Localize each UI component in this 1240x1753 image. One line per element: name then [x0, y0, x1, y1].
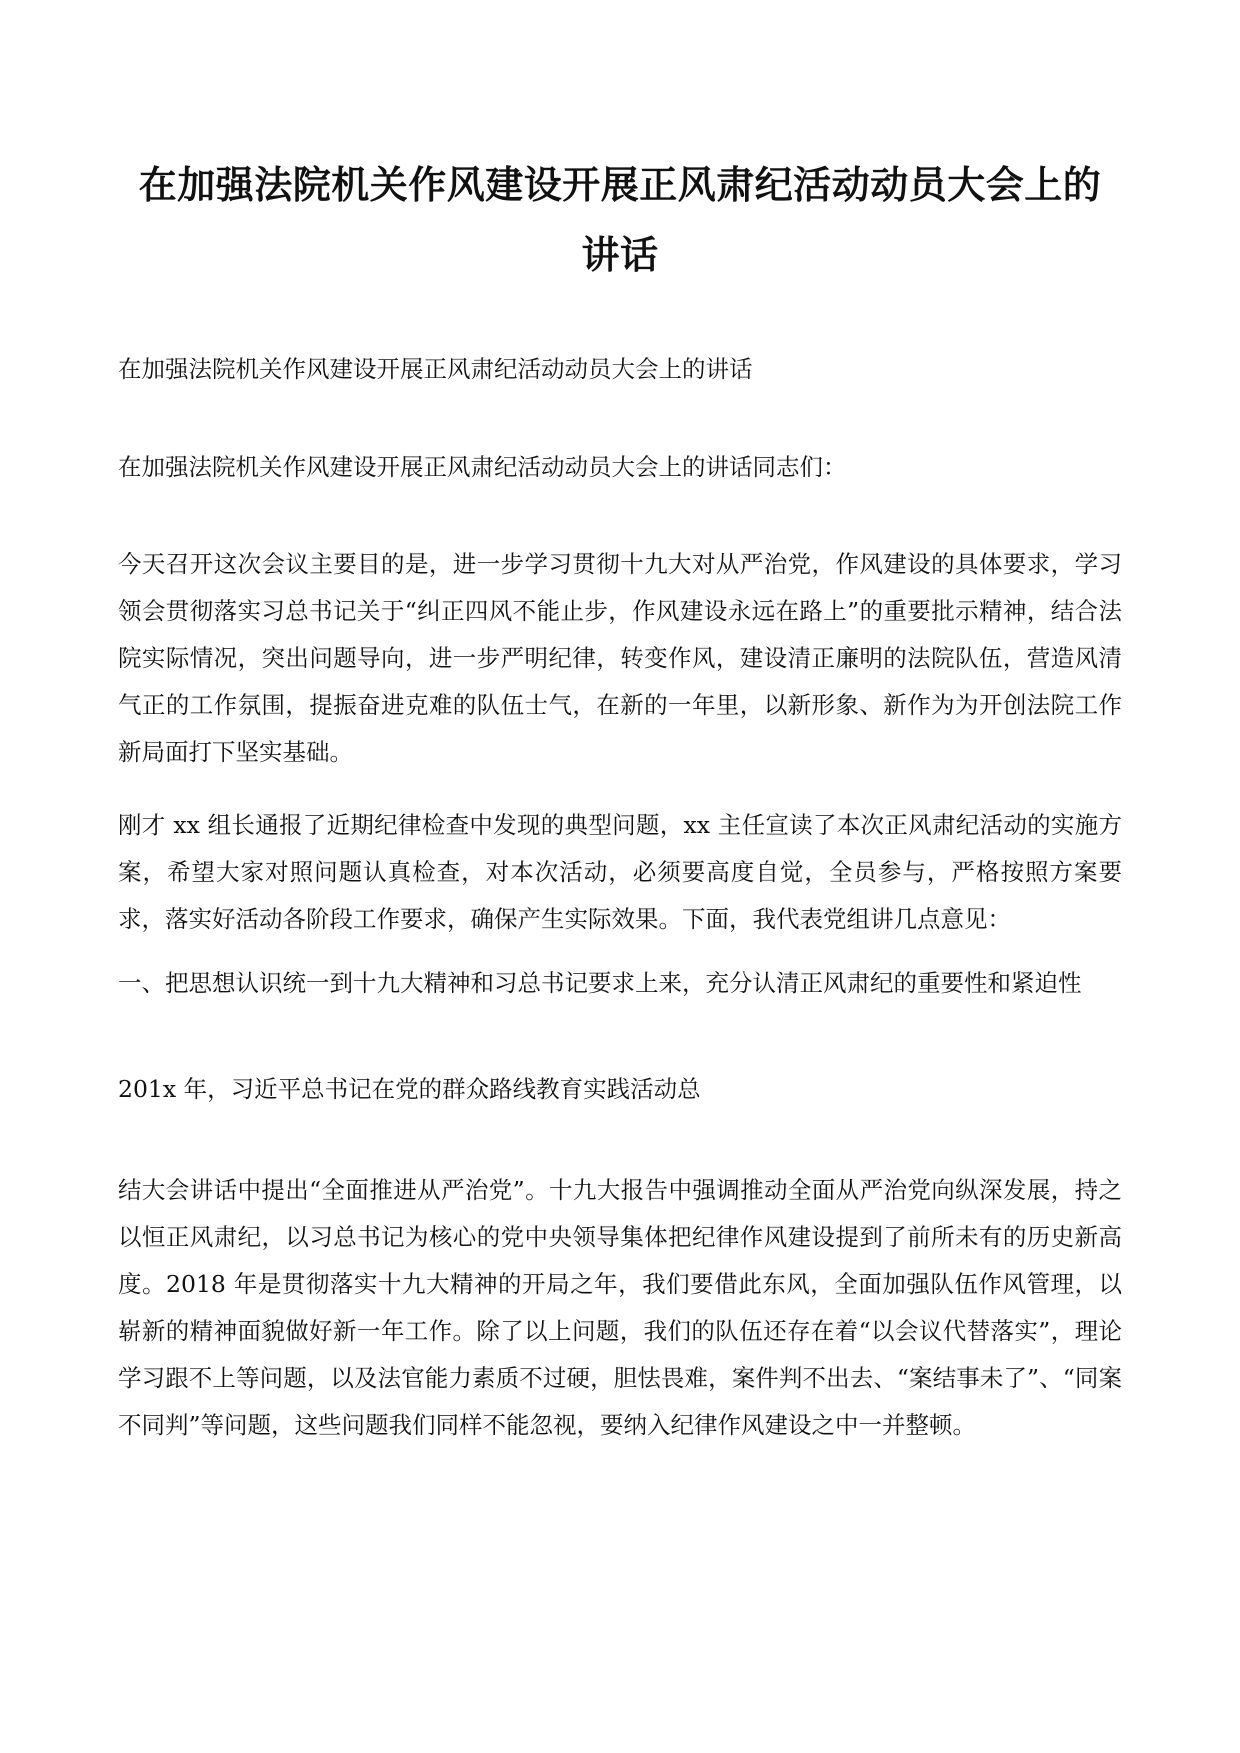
section-heading-one: 一、把思想认识统一到十九大精神和习总书记要求上来，充分认清正风肃纪的重要性和紧迫性 [118, 969, 1082, 997]
document-title: 在加强法院机关作风建设开展正风肃纪活动动员大会上的讲话 [138, 162, 1102, 277]
paragraph-introduction: 刚才 xx 组长通报了近期纪律检查中发现的典型问题，xx 主任宣读了本次正风肃纪活动的实施方案，希望大家对照问题认真检查，对本次活动，必须要高度自觉，全员参与，严格按照方案要求，落实好活动各阶段工作要求，确保产生实际效果。下面，我代表党组讲几点意见： [118, 811, 1122, 933]
paragraph-purpose: 今天召开这次会议主要目的是，进一步学习贯彻十九大对从严治党，作风建设的具体要求，学习领会贯彻落实习总书记关于“纠正四风不能止步，作风建设永远在路上”的重要批示精神，结合法院实际情况，突出问题导向，进一步严明纪律，转变作风，建设清正廉明的法院队伍，营造风清气正的工作氛围，提振奋进克难的队伍士气，在新的一年里，以新形象、新作为为开创法院工作新局面打下坚实基础。 [118, 550, 1122, 766]
paragraph-body: 结大会讲话中提出“全面推进从严治党”。十九大报告中强调推动全面从严治党向纵深发展，持之以恒正风肃纪，以习总书记为核心的党中央领导集体把纪律作风建设提到了前所未有的历史新高度。2018 年是贯彻落实十九大精神的开局之年，我们要借此东风，全面加强队伍作风管理，以崭新的精神面貌做好新一年工作。除了以上问题，我们的队伍还存在着“以会议代替落实”，理论学习跟不上等问题，以及法官能力素质不过硬，胆怯畏难，案件判不出去、“案结事未了”、“同案不同判”等问题，这些问题我们同样不能忽视，要纳入纪律作风建设之中一并整顿。 [118, 1176, 1122, 1439]
paragraph-greeting: 在加强法院机关作风建设开展正风肃纪活动动员大会上的讲话同志们： [118, 453, 847, 481]
paragraph-body: 201x 年，习近平总书记在党的群众路线教育实践活动总 [118, 1075, 701, 1103]
paragraph-subtitle: 在加强法院机关作风建设开展正风肃纪活动动员大会上的讲话 [118, 355, 753, 383]
